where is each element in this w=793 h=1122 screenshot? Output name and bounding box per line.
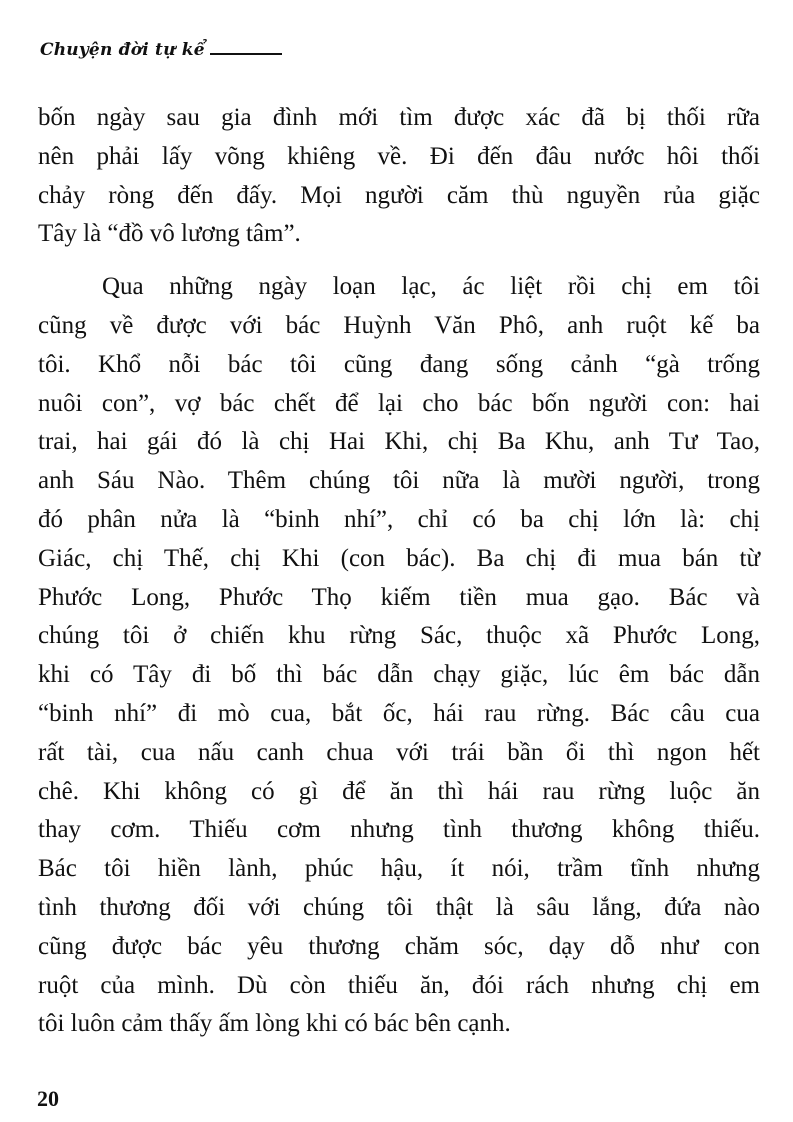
paragraph-1 — [38, 99, 760, 254]
body-text — [38, 99, 760, 1044]
text-line: Giác, chị Thế, chị Khi (con bác). Ba chị đi mua bán từ — [38, 544, 760, 572]
text-line: “binh nhí” đi mò cua, bắt ốc, hái rau rừng. Bác câu cua — [38, 699, 760, 727]
text-line: anh Sáu Nào. Thêm chúng tôi nữa là mười người, trong — [38, 467, 760, 495]
text-line: khi có Tây đi bố thì bác dẫn chạy giặc, lúc êm bác dẫn — [38, 661, 760, 689]
text-line: rất tài, cua nấu canh chua với trái bần ổi thì ngon hết — [38, 738, 760, 766]
header-rule — [210, 53, 282, 55]
text-line: cũng được bác yêu thương chăm sóc, dạy dỗ như con — [38, 932, 760, 960]
text-line: thay cơm. Thiếu cơm nhưng tình thương không thiếu. — [38, 816, 760, 844]
page-number: 20 — [37, 1086, 59, 1111]
text-line: cũng về được với bác Huỳnh Văn Phô, anh ruột kế ba — [38, 311, 760, 339]
text-line: tôi. Khổ nỗi bác tôi cũng đang sống cảnh “gà trống — [38, 350, 760, 378]
paragraph-gap — [38, 254, 760, 268]
text-line: Bác tôi hiền lành, phúc hậu, ít nói, trầm tĩnh nhưng — [38, 855, 760, 883]
running-header — [40, 40, 282, 60]
text-line: trai, hai gái đó là chị Hai Khi, chị Ba Khu, anh Tư Tao, — [38, 428, 760, 456]
text-line: ruột của mình. Dù còn thiếu ăn, đói rách nhưng chị em — [38, 971, 760, 999]
text-line: Phước Long, Phước Thọ kiếm tiền mua gạo. Bác và — [38, 583, 760, 611]
text-line: nuôi con”, vợ bác chết để lại cho bác bốn người con: hai — [38, 389, 760, 417]
text-line: tình thương đối với chúng tôi thật là sâu lắng, đứa nào — [38, 893, 760, 921]
text-line: Tây là “đồ vô lương tâm”. — [38, 220, 301, 248]
text-line: chê. Khi không có gì để ăn thì hái rau rừng luộc ăn — [38, 777, 760, 805]
text-line: bốn ngày sau gia đình mới tìm được xác đã bị thối rữa — [38, 104, 760, 131]
text-line: chảy ròng đến đấy. Mọi người căm thù nguyền rủa giặc — [38, 181, 760, 209]
text-line: đó phân nửa là “binh nhí”, chỉ có ba chị lớn là: chị — [38, 505, 760, 533]
text-line: chúng tôi ở chiến khu rừng Sác, thuộc xã Phước Long, — [38, 622, 760, 650]
paragraph-2 — [38, 268, 760, 1044]
text-line: tôi luôn cảm thấy ấm lòng khi có bác bên cạnh. — [38, 1010, 511, 1038]
running-title: Chuyện đời tự kể — [40, 40, 205, 60]
text-line: Qua những ngày loạn lạc, ác liệt rồi chị em tôi — [102, 273, 760, 301]
text-line: nên phải lấy võng khiêng về. Đi đến đâu nước hôi thối — [38, 142, 760, 170]
